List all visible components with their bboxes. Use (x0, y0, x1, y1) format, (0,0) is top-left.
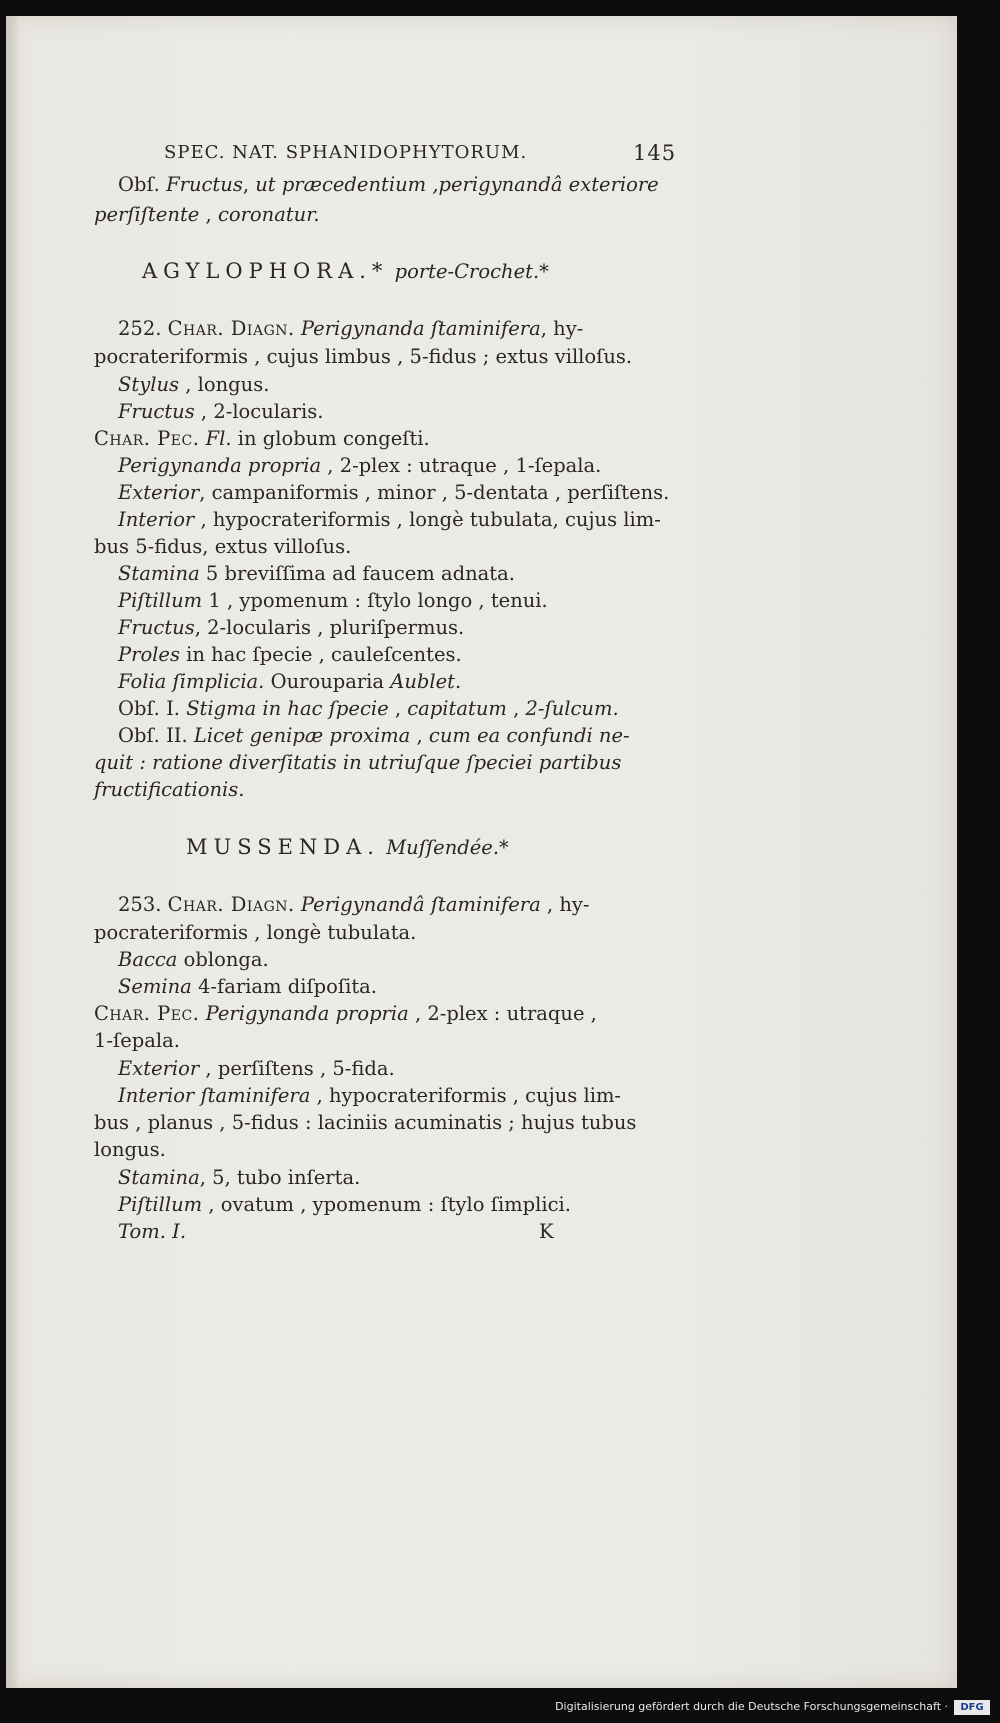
text-line (94, 1001, 597, 1027)
italic-text: Exterior (118, 1057, 200, 1080)
italic-text: Bacca (118, 948, 178, 971)
text-run: , longus. (179, 373, 270, 396)
text-run: bus , planus , 5-fidus : laciniis acuminatis ; hujus tubus (94, 1111, 637, 1134)
text-line (118, 723, 630, 749)
footer-bar (0, 1688, 1000, 1723)
text-line (118, 1165, 360, 1191)
text-line (94, 426, 430, 452)
text-run: Obſ. (118, 173, 167, 196)
text-line (94, 1137, 166, 1163)
book-page (6, 16, 957, 1688)
italic-text: Stamina (118, 1166, 200, 1189)
text-line (94, 202, 320, 228)
text-line (118, 615, 464, 641)
text-line (94, 750, 621, 776)
italic-text: perſiſtente (94, 203, 200, 226)
italic-text: Proles (118, 643, 180, 666)
text-run: bus 5-fidus, extus villoſus. (94, 535, 352, 558)
italic-text: Muſſendée.* (386, 836, 509, 859)
italic-text: quit : ratione diverſitatis in utriuſque ſpeciei partibus (94, 751, 622, 774)
text-run: , hypocrateriformis , longè tubulata, cujus lim- (194, 508, 661, 531)
text-run: Char. Pec. (94, 427, 200, 450)
text-run: , hy- (540, 317, 584, 340)
italic-text: Piſtillum (118, 589, 203, 612)
italic-text: Folia ſimplicia. (118, 670, 265, 693)
text-run: , campaniformis , minor , 5-dentata , perſiſtens. (199, 481, 670, 504)
italic-text: capitatum (407, 697, 507, 720)
italic-text: Licet genipæ proxima (193, 724, 411, 747)
italic-text: Fructus (118, 616, 195, 639)
text-run: Char. Diagn. (167, 893, 295, 916)
italic-text: Interior (118, 508, 195, 531)
text-line (118, 372, 269, 398)
text-line (118, 974, 377, 1000)
italic-text: Interior ſtaminifera (118, 1084, 311, 1107)
italic-text: Perigynanda propria (118, 454, 322, 477)
text-line (142, 258, 549, 285)
italic-text: Fructus (166, 173, 243, 196)
dfg-logo: DFG (954, 1700, 990, 1715)
text-line (118, 507, 661, 533)
text-line (118, 1083, 621, 1109)
text-run: , hy- (540, 893, 590, 916)
text-run: Ourouparia (264, 670, 391, 693)
text-line (118, 1056, 395, 1082)
text-line (118, 892, 590, 918)
text-line (118, 669, 461, 695)
page-number: 145 (633, 141, 677, 165)
italic-text: Exterior (118, 481, 200, 504)
text-run: pocrateriformis , cujus limbus , 5-fidus ; extus villoſus. (94, 345, 633, 368)
text-run: , ovatum , ypomenum : ſtylo ſimplici. (202, 1193, 571, 1216)
text-line (94, 344, 632, 370)
text-run: Char. Pec. (94, 1002, 200, 1025)
text-run: oblonga. (177, 948, 269, 971)
text-run: , 2-plex : utraque , (408, 1002, 597, 1025)
text-run: 4-fariam diſpoſita. (191, 975, 377, 998)
text-run: , (410, 724, 429, 747)
text-run: 1-ſepala. (94, 1029, 180, 1052)
text-run: , perſiſtens , 5-fida. (199, 1057, 395, 1080)
italic-text: porte-Crochet.* (394, 260, 549, 283)
text-run: , 2-locularis. (194, 400, 324, 423)
text-run: 5 breviſſima ad faucem adnata. (199, 562, 515, 585)
italic-text: fructificationis. (94, 778, 245, 801)
text-run: 252. (118, 317, 168, 340)
text-run: Char. Diagn. (167, 317, 295, 340)
text-line (118, 947, 269, 973)
text-line (94, 1028, 180, 1054)
text-run: , 2-plex : utraque , 1-ſepala. (321, 454, 602, 477)
text-run: , hypocrateriformis , cujus lim- (310, 1084, 622, 1107)
italic-text: Stamina (118, 562, 200, 585)
italic-text: Fl. (205, 427, 232, 450)
genus-heading: MUSSENDA. (186, 835, 380, 859)
italic-text: Fructus (118, 400, 195, 423)
text-run: , (242, 173, 256, 196)
text-run: , 2-locularis , pluriſpermus. (194, 616, 465, 639)
text-line (94, 534, 351, 560)
text-run: 253. (118, 893, 168, 916)
text-run: pocrateriformis , longè tubulata. (94, 921, 417, 944)
text-line (94, 777, 244, 803)
italic-text: Stigma in hac ſpecie (186, 697, 389, 720)
text-line (118, 561, 515, 587)
signature-mark: K (539, 1220, 554, 1243)
text-run: Obſ. II. (118, 724, 194, 747)
italic-text: Stylus (118, 373, 180, 396)
italic-text: 2-ſulcum. (525, 697, 619, 720)
text-line (118, 696, 619, 722)
italic-text: ut præcedentium ,perigynandâ exteriore (255, 173, 659, 196)
funding-credit: Digitalisierung gefördert durch die Deutsche Forschungsgemeinschaft · (555, 1700, 948, 1713)
text-line (186, 834, 509, 861)
text-line (118, 1192, 571, 1218)
genus-heading: AGYLOPHORA.* (142, 259, 389, 283)
text-run: , 5, tubo inſerta. (199, 1166, 361, 1189)
italic-text: Perigynanda propria (205, 1002, 409, 1025)
text-run: , (199, 203, 218, 226)
text-line (118, 399, 323, 425)
italic-text: Semina (118, 975, 192, 998)
text-run: Obſ. I. (118, 697, 187, 720)
italic-text: Perigynandâ ſtaminifera (300, 893, 541, 916)
italic-text: cum ea confundi ne- (428, 724, 630, 747)
italic-text: Piſtillum (118, 1193, 203, 1216)
text-line (118, 172, 659, 198)
text-run: , (388, 697, 408, 720)
catchline-volume: Tom. I. (118, 1220, 187, 1243)
text-line (118, 453, 601, 479)
text-line (94, 1110, 636, 1136)
text-run: in globum congeſti. (231, 427, 430, 450)
page-text (6, 16, 957, 1688)
text-line (118, 480, 669, 506)
text-run: 1 , ypomenum : ſtylo longo , tenui. (202, 589, 548, 612)
italic-text: coronatur. (217, 203, 320, 226)
text-run: longus. (94, 1138, 166, 1161)
text-line (118, 588, 548, 614)
text-line (118, 316, 583, 342)
italic-text: Perigynanda ſtaminifera (300, 317, 541, 340)
running-title: SPEC. NAT. SPHANIDOPHYTORUM. (164, 142, 528, 163)
text-run: in hac ſpecie , cauleſcentes. (179, 643, 462, 666)
italic-text: Aublet. (390, 670, 462, 693)
text-line (94, 920, 416, 946)
text-line (118, 642, 462, 668)
text-run: , (506, 697, 526, 720)
